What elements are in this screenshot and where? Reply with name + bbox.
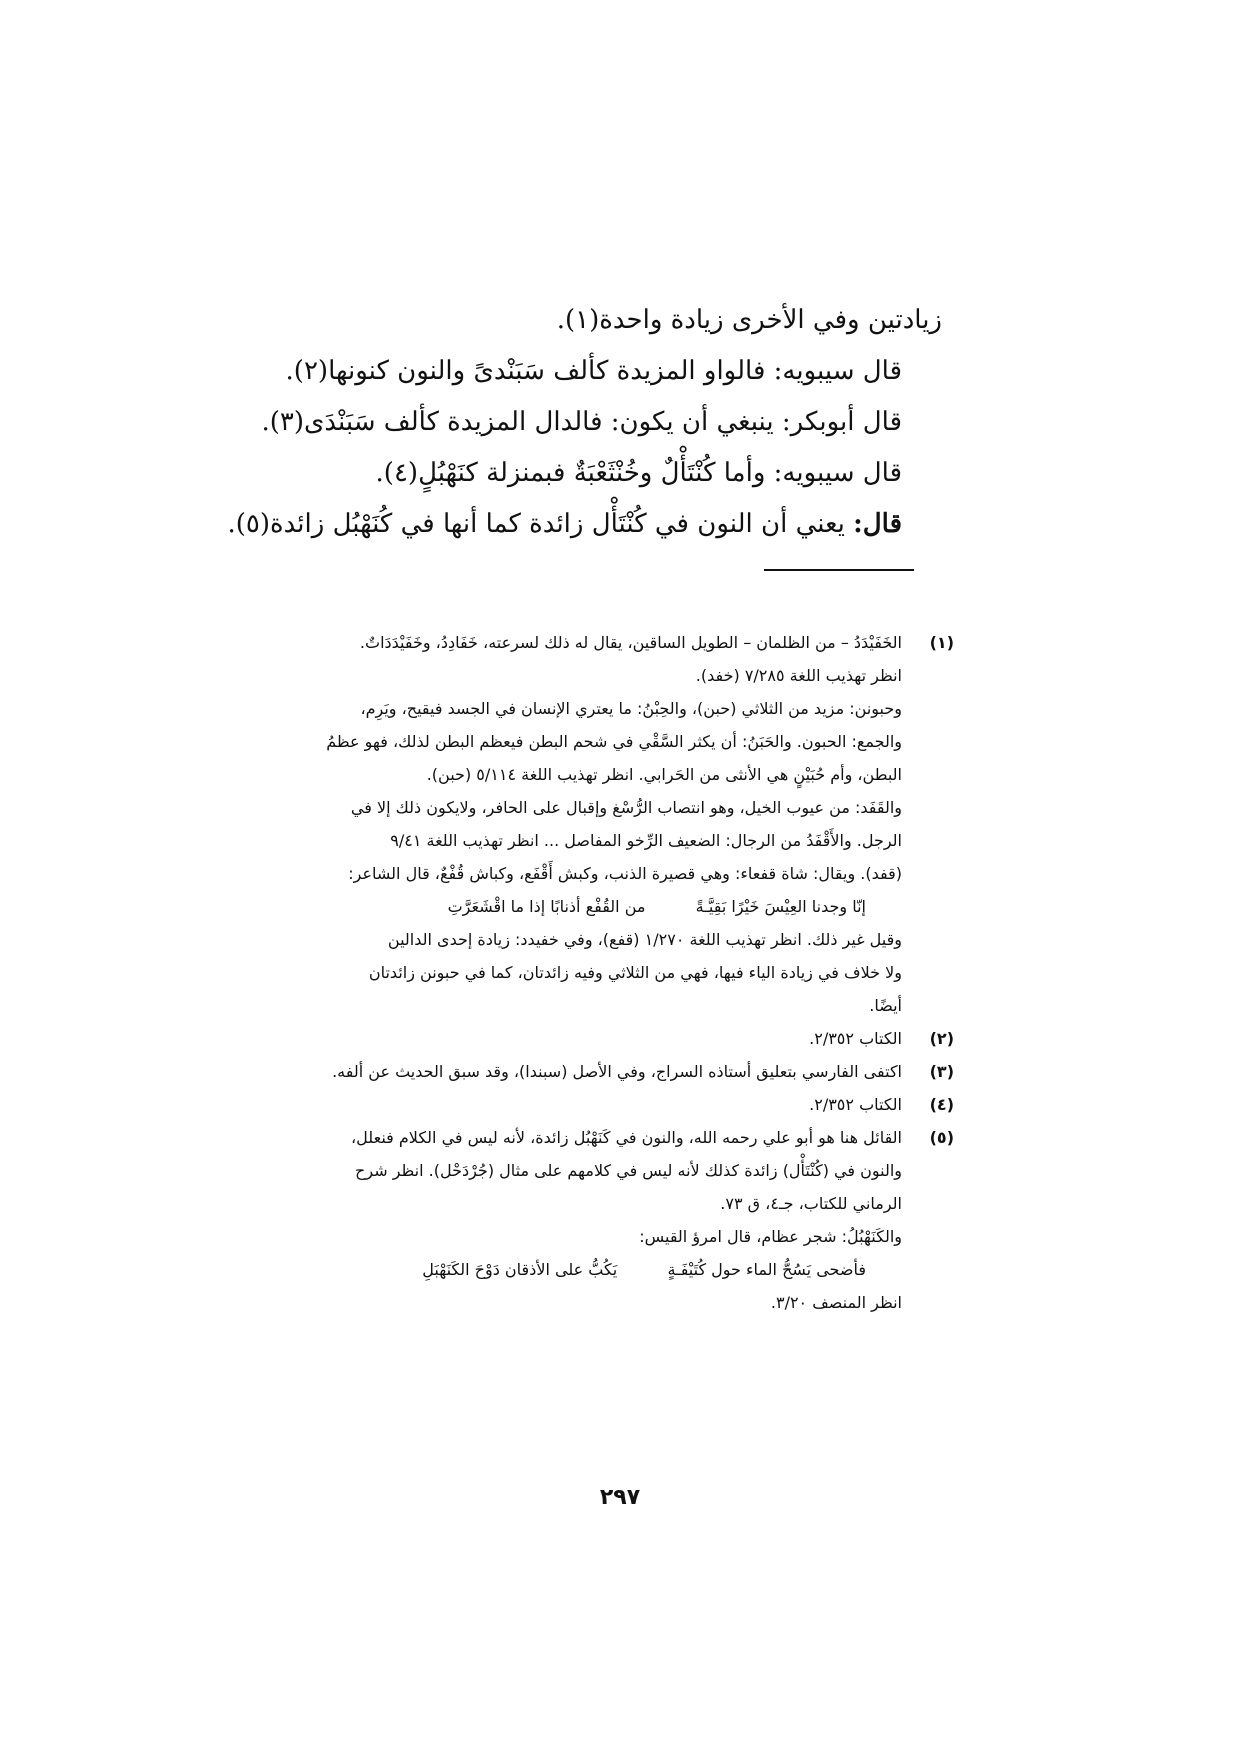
footnote-line: البطن، وأم حُبَيْنٍ هي الأنثى من الحَرابي. انظر تهذيب اللغة ٥/١١٤ (حبن).	[426, 765, 902, 784]
footnote-line: انظر تهذيب اللغة ٧/٢٨٥ (خفد).	[695, 666, 902, 685]
footnote-verse	[264, 890, 902, 923]
footnote-body	[264, 1121, 902, 1319]
verse-second-hemistich: من القُفْع أذنابًا إذا ما اقْشَعَرَّتِ	[447, 897, 646, 916]
footnote-line: (قفد). ويقال: شاة قفعاء: وهي قصيرة الذنب، وكبش أَقْفَع، وكباش قُفْعٌ، قال الشاعر:	[348, 864, 902, 883]
footnote-line: انظر المنصف ٣/٢٠.	[770, 1293, 902, 1312]
main-text	[227, 305, 942, 560]
footnote-2	[264, 1022, 954, 1055]
main-line: زيادتين وفي الأخرى زيادة واحدة(١).	[556, 305, 942, 335]
main-line-last	[227, 509, 902, 539]
footnote-line: والقَفَد: من عيوب الخيل، وهو انتصاب الرُّسْغ وإقبال على الحافر، ولايكون ذلك إلا في	[350, 798, 902, 817]
verse-first-hemistich: فأضحى يَسُحُّ الماء حول كُتَيْفَـةٍ	[667, 1260, 866, 1279]
verse-first-hemistich: إنّا وجدنا العِيْسَ خَيْرًا بَقِيَّـةً	[695, 897, 866, 916]
footnote-line: القائل هنا هو أبو علي رحمه الله، والنون في كَنَهْبُل زائدة، لأنه ليس في الكلام فنعلل،	[351, 1128, 902, 1147]
footnotes	[264, 626, 954, 1319]
footnote-body	[264, 626, 902, 1022]
footnote-body	[264, 1022, 902, 1055]
footnote-number: (٤)	[929, 1095, 954, 1114]
footnote-number: (٢)	[929, 1029, 954, 1048]
main-line-lead: قال:	[853, 509, 902, 539]
main-line: قال سيبويه: وأما كُنْتَأْلٌ وخُنْثَعْبَةٌ فبمنزلة كنَهْبُلٍ(٤).	[375, 458, 902, 488]
footnote-verse	[264, 1253, 902, 1286]
footnote-line: ولا خلاف في زيادة الياء فيها، فهي من الثلاثي وفيه زائدتان، كما في حبونن زائدتان	[368, 963, 902, 982]
footnote-line: وقيل غير ذلك. انظر تهذيب اللغة ١/٢٧٠ (قفع)، وفي خفيدد: زيادة إحدى الدالين	[387, 930, 902, 949]
footnote-number: (١)	[929, 633, 954, 652]
page-number: ٢٩٧	[599, 1485, 641, 1510]
footnote-line: والنون في (كُنْتَأْل) زائدة كذلك لأنه ليس في كلامهم على مثال (جُرْدَحْل). انظر شرح	[355, 1161, 902, 1180]
footnote-line: الرجل. والأَقْفَدُ من الرجال: الضعيف الرِّخو المفاصل ... انظر تهذيب اللغة ٩/٤١	[390, 831, 902, 850]
footnote-line: والجمع: الحبون. والحَبَنُ: أن يكثر السَّقْي في شحم البطن فيعظم البطن لذلك، فهو عظمُ	[326, 732, 902, 751]
footnote-line: الخَفَيْدَدُ – من الظلمان – الطويل الساقين، يقال له ذلك لسرعته، خَفَادِدُ، وخَفَيْدَدَاتٌ.	[359, 633, 902, 652]
footnote-3	[264, 1055, 954, 1088]
footnote-body	[264, 1055, 902, 1088]
footnote-line: اكتفى الفارسي بتعليق أستاذه السراج، وفي الأصل (سبندا)، وقد سبق الحديث عن ألفه.	[332, 1062, 902, 1081]
main-line: قال أبوبكر: ينبغي أن يكون: فالدال المزيدة كألف سَبَنْدَى(٣).	[261, 407, 902, 437]
footnote-line: والكَنَهْبُلُ: شجر عظام، قال امرؤ القيس:	[639, 1227, 902, 1246]
footnote-line: وحبونن: مزيد من الثلاثي (حبن)، والحِبْنُ: ما يعتري الإنسان في الجسد فيقيح، ويَرِم،	[360, 699, 902, 718]
footnote-line: الرماني للكتاب، جـ٤، ق ٧٣.	[720, 1194, 902, 1213]
footnote-body	[264, 1088, 902, 1121]
footnote-5	[264, 1121, 954, 1319]
footnote-line: الكتاب ٢/٣٥٢.	[809, 1095, 902, 1114]
footnote-1	[264, 626, 954, 1022]
footnote-4	[264, 1088, 954, 1121]
footnote-line: أيضًا.	[869, 996, 902, 1015]
footnote-number: (٣)	[929, 1062, 954, 1081]
main-line-rest: يعني أن النون في كُنْتَأْل زائدة كما أنها في كُنَهْبُل زائدة(٥).	[227, 509, 845, 539]
footnote-separator	[764, 569, 914, 571]
main-line: قال سيبويه: فالواو المزيدة كألف سَبَنْدىً والنون كنونها(٢).	[285, 356, 902, 386]
footnote-number: (٥)	[929, 1128, 954, 1147]
footnote-line: الكتاب ٢/٣٥٢.	[809, 1029, 902, 1048]
verse-second-hemistich: يَكُبُّ على الأذقان دَوْحَ الكَنَهْبَلِ	[422, 1260, 618, 1279]
